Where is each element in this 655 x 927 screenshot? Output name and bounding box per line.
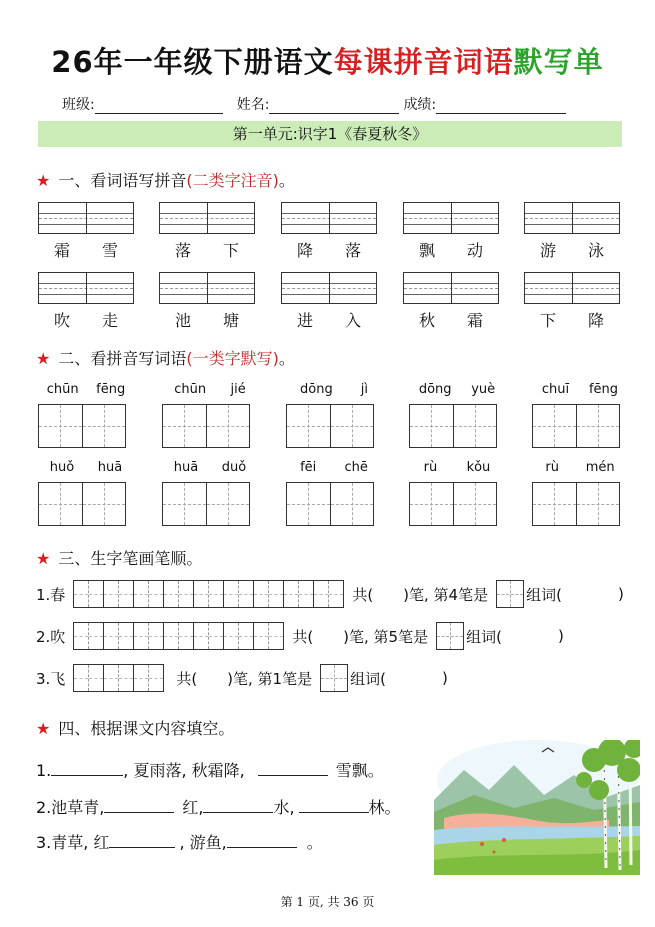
unit-banner: 第一单元:识字1《春夏秋冬》 — [38, 121, 622, 147]
title-part1: 26年一年级下册语文 — [51, 45, 334, 79]
word-char: 降 — [587, 311, 604, 330]
pinyin-syllable: yuè — [471, 382, 496, 397]
word-pair — [281, 308, 377, 331]
name-field[interactable] — [269, 99, 399, 114]
spring-landscape-illustration — [434, 740, 640, 875]
word-char: 下 — [222, 241, 239, 260]
stroke-order-boxes[interactable] — [73, 622, 284, 650]
pinyin-syllable: dōng — [300, 382, 333, 397]
character-writing-grid[interactable] — [409, 404, 497, 448]
word-char: 进 — [296, 311, 313, 330]
section1-title: 一、看词语写拼音 — [58, 171, 187, 190]
word-char: 降 — [296, 241, 313, 260]
pinyin-syllable: chē — [344, 460, 368, 475]
section2-note: (一类字默写) — [186, 349, 279, 368]
character-writing-grid[interactable] — [409, 482, 497, 526]
fill-line-1 — [36, 758, 384, 781]
pinyin-writing-grid[interactable] — [38, 202, 134, 234]
stroke-count-open: 共( — [176, 669, 198, 688]
pinyin-syllable: fēng — [588, 382, 619, 397]
section2-heading — [36, 346, 295, 369]
word-pair — [403, 308, 499, 331]
word-char: 动 — [466, 241, 483, 260]
pinyin-writing-grid[interactable] — [403, 272, 499, 304]
character-writing-grid[interactable] — [532, 404, 620, 448]
stroke-row-3 — [36, 664, 448, 692]
fill-text: 水, — [273, 798, 295, 817]
pinyin-syllable: huǒ — [49, 460, 75, 475]
section3-title: 三、生字笔画笔顺。 — [58, 549, 203, 568]
fill-blank[interactable] — [203, 796, 273, 813]
fill-text: 2.池草青, — [36, 798, 105, 817]
fill-blank[interactable] — [51, 759, 123, 776]
section1-end: 。 — [278, 171, 295, 190]
fill-blank[interactable] — [299, 796, 369, 813]
stroke-answer-box[interactable] — [320, 664, 348, 692]
score-field[interactable] — [436, 99, 566, 114]
word-char: 吹 — [53, 311, 70, 330]
pinyin-prompt — [532, 460, 628, 475]
word-pair — [281, 238, 377, 261]
section4-title: 四、根据课文内容填空。 — [58, 719, 235, 738]
stroke-count-open: 共( — [292, 627, 314, 646]
name-label: 姓名: — [236, 97, 270, 113]
stroke-nth-label: )笔, 第5笔是 — [343, 627, 429, 646]
score-label: 成绩: — [403, 97, 437, 113]
pinyin-syllable: duǒ — [221, 460, 247, 475]
pinyin-syllable: chuī — [541, 382, 570, 397]
pinyin-syllable: huā — [97, 460, 123, 475]
pinyin-syllable: fēng — [96, 382, 126, 397]
star-icon: ★ — [36, 719, 51, 738]
word-char: 雪 — [101, 241, 118, 260]
section2-title: 二、看拼音写词语 — [58, 349, 187, 368]
character-writing-grid[interactable] — [38, 404, 126, 448]
fill-line-2 — [36, 795, 401, 818]
word-pair — [38, 238, 134, 261]
fill-text: 1. — [36, 761, 52, 780]
word-char: 塘 — [222, 311, 239, 330]
fill-text: 3.青草, 红 — [36, 833, 110, 852]
pinyin-syllable: rù — [545, 460, 559, 475]
pinyin-syllable: rù — [423, 460, 438, 475]
pinyin-prompt — [38, 460, 134, 475]
star-icon: ★ — [36, 171, 51, 190]
zuci-label: 组词( — [526, 585, 562, 604]
fill-text: 。 — [306, 833, 323, 852]
character-writing-grid[interactable] — [162, 482, 250, 526]
section2-end: 。 — [278, 349, 295, 368]
word-char: 游 — [539, 241, 556, 260]
stroke-row-label: 1.春 — [36, 585, 66, 604]
pinyin-writing-grid[interactable] — [281, 272, 377, 304]
pinyin-writing-grid[interactable] — [159, 202, 255, 234]
pinyin-syllable: chūn — [174, 382, 207, 397]
stroke-row-1 — [36, 580, 624, 608]
stroke-row-2 — [36, 622, 564, 650]
pinyin-writing-grid[interactable] — [524, 272, 620, 304]
pinyin-writing-grid[interactable] — [159, 272, 255, 304]
word-char: 入 — [344, 311, 361, 330]
character-writing-grid[interactable] — [38, 482, 126, 526]
word-pair — [159, 238, 255, 261]
pinyin-prompt — [532, 382, 628, 397]
page-title — [0, 40, 655, 81]
word-char: 落 — [174, 241, 191, 260]
zuci-close: ) — [557, 627, 564, 645]
section1-heading — [36, 168, 295, 191]
stroke-nth-label: )笔, 第4笔是 — [403, 585, 489, 604]
zuci-label: 组词( — [350, 669, 386, 688]
fill-line-3 — [36, 830, 323, 853]
word-pair — [403, 238, 499, 261]
word-char: 池 — [174, 311, 191, 330]
word-char: 下 — [539, 311, 556, 330]
word-char: 泳 — [587, 241, 604, 260]
pinyin-writing-grid[interactable] — [38, 272, 134, 304]
section1-note: (二类字注音) — [186, 171, 279, 190]
fill-text: , 夏雨落, 秋霜降, — [123, 761, 245, 780]
pinyin-prompt — [286, 382, 382, 397]
fill-blank[interactable] — [104, 796, 174, 813]
stroke-row-label: 3.飞 — [36, 669, 66, 688]
zuci-label: 组词( — [466, 627, 502, 646]
fill-text: 雪飘。 — [335, 761, 384, 780]
class-label: 班级: — [62, 97, 95, 113]
pinyin-syllable: huā — [173, 460, 199, 475]
word-pair — [159, 308, 255, 331]
word-char: 走 — [101, 311, 118, 330]
section3-heading — [36, 546, 202, 569]
pinyin-syllable: chūn — [46, 382, 79, 397]
pinyin-prompt — [409, 460, 505, 475]
pinyin-writing-grid[interactable] — [524, 202, 620, 234]
title-part3: 默写单 — [513, 45, 604, 79]
word-pair — [38, 308, 134, 331]
pinyin-syllable: jié — [230, 382, 246, 397]
star-icon: ★ — [36, 549, 51, 568]
pinyin-syllable: mén — [585, 460, 615, 475]
character-writing-grid[interactable] — [162, 404, 250, 448]
pinyin-writing-grid[interactable] — [403, 202, 499, 234]
stroke-order-boxes[interactable] — [73, 664, 164, 692]
pinyin-prompt — [162, 460, 258, 475]
pinyin-syllable: fēi — [300, 460, 317, 475]
fill-blank[interactable] — [227, 831, 297, 848]
word-char: 秋 — [418, 311, 435, 330]
word-char: 霜 — [466, 311, 483, 330]
pinyin-syllable: jì — [360, 382, 368, 397]
fill-text: 林。 — [368, 798, 401, 817]
pinyin-prompt — [286, 460, 382, 475]
word-pair — [524, 238, 620, 261]
pinyin-prompt — [38, 382, 134, 397]
title-part2: 每课拼音词语 — [333, 45, 514, 79]
stroke-answer-box[interactable] — [496, 580, 524, 608]
stroke-row-label: 2.吹 — [36, 627, 66, 646]
stroke-answer-box[interactable] — [436, 622, 464, 650]
fill-text: , 游鱼, — [179, 833, 227, 852]
page-footer: 第 1 页, 共 36 页 — [280, 895, 375, 909]
student-info — [62, 94, 566, 114]
stroke-nth-label: )笔, 第1笔是 — [227, 669, 313, 688]
class-field[interactable] — [95, 99, 223, 114]
zuci-close: ) — [617, 585, 624, 603]
pinyin-writing-grid[interactable] — [281, 202, 377, 234]
fill-text: 红, — [182, 798, 204, 817]
stroke-count-open: 共( — [352, 585, 374, 604]
pinyin-syllable: dōng — [418, 382, 452, 397]
pinyin-prompt — [409, 382, 505, 397]
section4-heading — [36, 716, 234, 739]
fill-blank[interactable] — [109, 831, 175, 848]
star-icon: ★ — [36, 349, 51, 368]
zuci-close: ) — [441, 669, 448, 687]
pinyin-syllable: kǒu — [466, 460, 491, 475]
word-char: 霜 — [53, 241, 70, 260]
word-char: 飘 — [418, 241, 435, 260]
pinyin-prompt — [162, 382, 258, 397]
character-writing-grid[interactable] — [286, 482, 374, 526]
character-writing-grid[interactable] — [286, 404, 374, 448]
fill-blank[interactable] — [258, 759, 328, 776]
character-writing-grid[interactable] — [532, 482, 620, 526]
word-char: 落 — [344, 241, 361, 260]
stroke-order-boxes[interactable] — [73, 580, 344, 608]
word-pair — [524, 308, 620, 331]
